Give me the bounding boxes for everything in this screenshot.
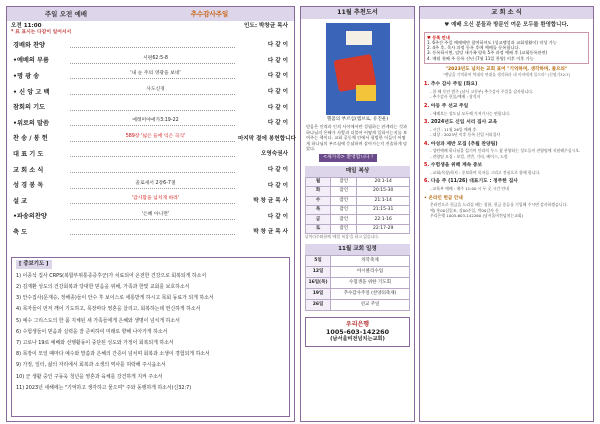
stand-note: * 표 표시는 다같이 일어서서 [11,29,72,35]
order-material: 골로새서 2장6-7절 [76,181,235,187]
order-row [13,163,288,179]
order-title: 교 회 소 식 [13,166,44,174]
order-person: 다 같 이 [267,167,288,174]
bible-day: 월 [306,177,331,186]
news-item-number: 5. [424,163,430,169]
bible-row [306,177,410,186]
order-title: •위로의 말씀 [13,119,49,127]
bible-chapter: 20:1-14 [357,177,410,186]
service-leader: 인도: 박창균 목사 [244,23,288,29]
order-person: 박 창 균 목 사 [253,198,288,205]
order-material: 589장 '넓은 들에 익은 곡식' [76,134,235,140]
news-item [424,82,589,88]
book-column [300,6,415,422]
order-row [13,69,288,85]
bible-day: 토 [306,224,331,233]
bible-chapter: 22:17-29 [357,224,410,233]
order-title: •명 광 송 [13,73,40,81]
order-title: 축 도 [13,229,28,237]
news-item-title: 아성과 제반 모집 (추월 찬양팀) [430,141,498,147]
intercession-item: 3) 안수집사(문재승, 정해종)들이 안수 후 보이스로 세롱받게 하시고 목회 동료가 되게 하소서 [16,295,214,302]
order-row [13,132,296,148]
news-item-title: 추수 감사 주일 (화요) [430,82,478,88]
order-person: 다 같 이 [267,57,288,64]
schedule-row [306,277,410,288]
bible-chapter: 20:15-30 [357,187,410,196]
book-heading: 11월 추천도서 [301,7,414,19]
bible-day: 화 [306,187,331,196]
news-item-detail: - 교육부 예배 : 매주 11:00 시 두 곳 시간 안내 [430,186,509,192]
schedule-date: 26일 [306,299,331,310]
news-item-detail: - 찬양팀 모집 : 보컬, 건반, 기타, 베이스, 드럼 [430,153,508,159]
order-material: '내 눈 주의 영광을 보네' [76,71,235,77]
order-person: 다 같 이 [267,182,288,189]
news-item [424,142,589,148]
news-item-title: 2024년도 신입 서리 집사 교육 [430,119,498,125]
intercession-list [16,271,285,394]
schedule-row [306,255,410,266]
order-row [13,85,288,101]
daily-bible-heading: 매일 복상 [305,166,410,177]
order-leader-dots [70,43,235,48]
bible-book: 잠언 [331,205,357,214]
worship-order-panel [6,6,295,422]
church-news-column [419,6,594,422]
schedule-table [305,255,410,311]
schedule-event: 수험생을 위한 기도회 [331,277,410,288]
bible-chapter: 21:15-31 [357,205,410,214]
order-person: 다 같 이 [267,73,288,80]
intercession-box [11,257,290,417]
bible-chapter: 21:1-14 [357,196,410,205]
intercession-item: 10) 군 생활 중인 구동욱 청년을 영혼과 육체를 강건하게 지켜 주소서 [16,373,163,380]
order-leader-dots [70,180,235,189]
account-owner: (남서울비전넘치는교회) [330,336,385,343]
order-material: 예레미야애가3:19-22 [76,118,235,124]
bible-day: 금 [306,215,331,224]
order-leader-dots [70,196,235,204]
newcomer-welcome: <새가족> 환영합니다 ! [319,154,377,162]
order-leader-dots [70,168,235,173]
order-row [13,54,288,70]
bible-book: 잠언 [331,224,357,233]
order-title: 참회의 기도 [13,104,46,112]
bible-book: 잠언 [331,187,357,196]
online-offering-lines [420,202,593,218]
account-number: 1005-603-142260 [325,328,390,337]
news-welcome: ♥ 예배 오신 분들과 방문인 여운 모두를 환영합니다. [444,21,569,28]
order-title: 설 교 [13,197,28,205]
schedule-row [306,288,410,299]
order-leader-dots [70,55,235,64]
order-material: 시편62:5-8 [76,56,235,62]
news-item-detail: - 성탄예배 하나님을 섬기며 안과의 무스 쳤 찬양하는 성도들이 찬양팀에 지원해주십시오. [430,148,581,154]
online-offering-line: 온라인으로 헌금을 드리실 때는 성함, 헌금 종류를 기입해 주시면 감사하겠습니다. [430,202,568,208]
order-person: 오영숙권사 [260,151,288,158]
schedule-section [305,244,410,311]
intercession-item: 1) 이종석 집사 CRPS(복합부위통증증후군)가 치료되어 온전한 건강으로 회복되게 하소서 [16,272,207,279]
bible-row [306,187,410,196]
daily-bible-section [305,166,410,240]
service-theme: 추수감사주일 [190,9,229,18]
news-item-number: 4. [424,141,430,147]
worship-banner [7,7,294,21]
news-item-detail: - 추수감사 헌물/예배 : 참석자 [430,94,481,100]
intercession-item: 8) 목장이 모일 때마다 예수와 말씀과 은혜의 간증이 넘치며 회복과 소생이 경험되게 하소서 [16,351,210,358]
bible-row [306,205,410,214]
registration-line: 1. 6주간 주일 예배에만 참여하셔도 (성교맹성과 교회생활이) 작성 가능 [427,39,557,45]
intercession-item: 2) 김재환 성도의 건강회복과 당대한 믿음을 위해, 가족과 한빛 교회를 보호하소서 [16,283,190,290]
news-items [420,82,593,191]
news-item-detail: - 한 해 동안 범주 (남서 고등부) 추수감사 주일을 감사합니다. [430,89,534,95]
news-item-detail: - 시간 : 11월 26일 예배 후 [430,126,477,132]
daily-bible-table [305,177,410,234]
right-spread [300,6,594,422]
order-person: 다 같 이 [267,42,288,49]
order-leader-dots [70,211,235,220]
bible-row [306,196,410,205]
news-item [424,163,589,169]
registration-tag: ♥ 등록 안내 [427,34,450,40]
order-title: 성 경 봉 독 [13,182,44,190]
news-item-title: 아동 주 선교 주일 [430,103,469,109]
news-item-number: 2. [424,103,430,109]
order-title: • 신 앙 고 백 [13,88,50,96]
news-item-number: 6. [424,179,430,185]
schedule-row [306,266,410,277]
schedule-heading: 11월 교회 일정 [305,244,410,255]
service-name: 주일 오전 예배 [44,9,88,18]
order-row [13,225,288,241]
intercession-item: 6) 수험생들이 믿음과 실력을 잘 준비하여 미래로 향해 나아가게 하소서 [16,328,168,335]
news-item [424,104,589,110]
schedule-event: 아시클리수업 [331,266,410,277]
bible-book: 잠언 [331,177,357,186]
news-item [424,120,589,126]
book-cover-image [326,23,390,115]
order-row [13,147,288,163]
daily-bible-note: 날마다주와함께 '매일 복상'을 하고 있습니다. [305,234,380,240]
order-material: '은혜 아니면' [76,212,235,218]
intercession-item: 5) 예수 그리스도의 한 몸 지체된 새 가족들에게 은혜와 생명이 넘치게 하소서 [16,317,180,324]
registration-notice [424,32,589,64]
intercession-item: 11) 2023년 새해에는 "기억하고 생각하고 물으며" 주와 동행하게 하소서(신32:7) [16,384,192,391]
news-item-detail: - 대상 : 2023년 이후 등록 신입 서리집사 [430,132,501,138]
order-leader-dots [70,133,235,142]
service-meta [7,21,294,30]
news-item [424,179,589,185]
registration-line: 3. 등록하시면, 담당 새가족 양육 5주 과정 예배 후 (교회등록관련) [427,50,548,56]
news-item-title: 다음 주 (11/26) 대표기도 : 정주한 집사 [430,179,518,185]
order-leader-dots [70,71,235,79]
registration-lines [427,40,586,61]
book-title: 헬몸의 부르심(엠브로, 유진운) [326,116,389,122]
order-title: 찬 송 / 봉 헌 [13,135,48,143]
schedule-event: 선교 주일 [331,299,410,310]
bible-row [306,215,410,224]
bible-day: 목 [306,205,331,214]
intercession-item: 9) 가정, 일터, 삶의 자리에서 회복과 소생의 역사를 허락해 주시옵소서 [16,362,166,369]
intercession-heading: [ 중보기도 ] [16,260,52,269]
schedule-date: 5일 [306,255,331,266]
news-item-number: 1. [424,82,430,88]
order-leader-dots [70,87,235,95]
news-item-title: 수험생을 위해 계속 중보 [430,163,483,169]
order-leader-dots [70,230,235,235]
order-person: 다 같 이 [267,213,288,220]
order-material: '감사함을 넘치게 하라' [76,196,235,202]
offering-account-box [305,317,410,347]
worship-order-list [7,38,294,241]
online-offering-line: 우리은행 1005-603-142260 (남서울비전넘치는교회) [430,212,524,218]
order-title: •파송의찬양 [13,213,47,221]
order-row [13,178,288,194]
order-row [13,116,288,132]
schedule-date: 12일 [306,266,331,277]
registration-line: 4. 매월 첫째 주 등록 신년 (7월 11일 찬양) 이후 이후 가능 [427,55,534,61]
news-item-detail: - 교회/목장/하지 : 중보하며 목자들 그리고 전심으로 함께 합니다. [430,170,541,175]
schedule-date: 19일 [306,288,331,299]
schedule-row [306,299,410,310]
year-verse: "옛날을 기억하며 역대의 연대를 생각하라 네 아비에게 물으라" (신명기32:7) [442,72,571,78]
bible-book: 잠언 [331,196,357,205]
order-row [13,38,288,54]
intercession-item: 4) 목자들이 먼저 깨어 기도하고, 목장마다 영혼을 살리고, 회복하는데 헌신하게 하소서 [16,306,201,313]
order-leader-dots [70,118,235,126]
registration-line: 2. 4주 후, 목사 과정 등록 후에 예배를 등록합니다. [427,45,520,50]
service-time: 오전 11:00 [11,23,42,29]
bank-name: 우리은행 [345,320,370,328]
order-title: 대 표 기 도 [13,151,44,159]
order-material: 사도신경 [76,87,235,93]
year-motto: "2023년도 넘치는 교회 표어 "기억하며, 생각하며, 물으라" [445,66,568,72]
bible-day: 수 [306,196,331,205]
online-offering-line: 예) 홍00십일조, 강00주일, 박00감사 등 [430,207,499,213]
order-row [13,100,288,116]
schedule-date: 16일(목) [306,277,331,288]
order-person: 다 같 이 [267,120,288,127]
order-person: 마지막 절에 봉헌합니다 [238,135,296,142]
order-person: 박 창 균 목 사 [253,229,288,236]
bible-book: 잠언 [331,215,357,224]
order-leader-dots [70,106,235,111]
order-person: 다 같 이 [267,104,288,111]
order-title: •예배의 부름 [13,57,49,65]
intercession-item: 7) 고로나 19로 예배와 선행활동이 중단된 성도와 가정이 회복되게 하소서 [16,339,174,346]
order-leader-dots [70,152,235,157]
order-row [13,194,288,210]
order-title: 경배와 찬양 [13,41,46,49]
order-row [13,210,288,226]
news-heading: 교 회 소 식 [420,7,593,19]
news-item-number: 3. [424,119,430,125]
schedule-event: 추수감사주일 (찬양의축제) [331,288,410,299]
bible-chapter: 22:1-16 [357,215,410,224]
order-person: 다 같 이 [267,89,288,96]
book-description: 믿음은 인격과 인격 사이에서만 성립하는 관계라는 것과 하나님의 은혜가 사람과 더불어 어떻게 일하시는지를 보여주는 책이다. 교회 공동체 안에서 평범한 이들이 어떻게 하나님의 부르심에 응답하며 살아가는지 진솔하게 담았다. [306,124,408,152]
schedule-event: 차학축제 [331,255,410,266]
news-item-detail: - 세례오는 성도님 모두께 가져가시는 연합니다. [430,110,511,116]
online-offering-title: • 온라인 헌금 안내 [424,195,463,201]
bible-row [306,224,410,233]
